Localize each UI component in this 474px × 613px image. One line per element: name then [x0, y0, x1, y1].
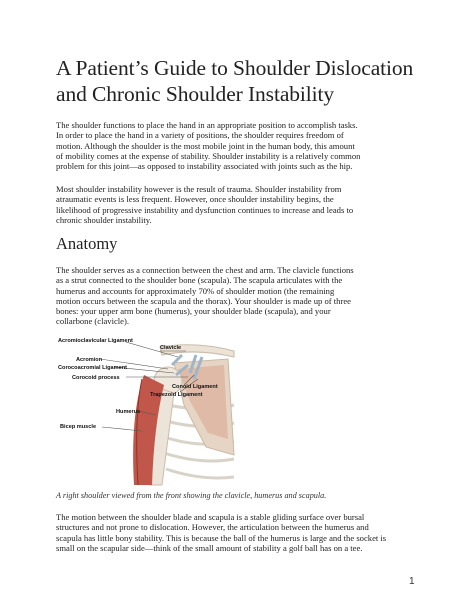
page-number: 1: [409, 576, 415, 587]
motion-paragraph: [56, 512, 428, 553]
label-bicep: Bicep muscle: [60, 424, 97, 430]
text-line: chronic shoulder instability.: [56, 214, 152, 225]
anatomy-heading: Anatomy: [56, 234, 118, 253]
text-line: motion occurs between the scapula and the thorax). Your shoulder is made up of three: [56, 295, 351, 306]
label-coracoid: Corocoid process: [72, 375, 120, 381]
text-line: scapula has little bony stability. This is because the ball of the humerus is large and the socket is: [56, 532, 387, 543]
label-humerus: Humerus: [116, 409, 141, 415]
text-line: problem for this joint—as opposed to instability associated with joints such as the hip.: [56, 161, 353, 172]
label-trapezoid: Trapezoid Ligament: [150, 392, 203, 398]
anatomy-paragraph: [56, 265, 428, 327]
label-acromioclavicular: Acromioclavicular Ligament: [58, 338, 133, 344]
shoulder-anatomy-figure: [56, 335, 236, 487]
figure-caption: A right shoulder viewed from the front showing the clavicle, humerus and scapula.: [56, 491, 327, 500]
text-line: The motion between the shoulder blade and scapula is a stable gliding surface over bursal: [56, 512, 365, 522]
label-clavicle: Clavicle: [160, 345, 182, 351]
text-line: collarbone (clavicle).: [56, 316, 130, 327]
text-line: as a strut connected to the shoulder bone (scapula). The scapula articulates with the: [56, 275, 343, 286]
title-line-1: A Patient’s Guide to Shoulder Dislocation: [56, 56, 414, 80]
text-line: motion. Although the shoulder is the most mobile joint in the human body, this amount: [56, 140, 355, 151]
text-line: In order to place the hand in a variety of positions, the shoulder requires freedom of: [56, 130, 344, 141]
text-line: bones: your upper arm bone (humerus), your shoulder blade (scapula), and your: [56, 306, 331, 317]
document-title: [56, 55, 436, 107]
text-line: The shoulder functions to place the hand in an appropriate position to accomplish tasks.: [56, 120, 358, 130]
label-acromion: Acromion: [76, 357, 103, 363]
text-line: The shoulder serves as a connection between the chest and arm. The clavicle functions: [56, 265, 354, 275]
title-line-2: and Chronic Shoulder Instability: [56, 82, 335, 106]
text-line: atraumatic events is less frequent. However, once shoulder instability begins, the: [56, 194, 334, 205]
label-conoid: Conoid Ligament: [172, 384, 218, 390]
shoulder-illustration: [56, 335, 236, 487]
text-line: of mobility comes at the expense of stability. Shoulder instability is a relatively common: [56, 150, 361, 161]
intro-paragraph: [56, 120, 428, 171]
text-line: small on the scapular side—think of the small amount of stability a golf ball has on a tee.: [56, 542, 363, 553]
text-line: likelihood of progressive instability and dysfunction continues to increase and leads to: [56, 204, 354, 215]
text-line: humerus and accounts for approximately 70% of shoulder motion (the remaining: [56, 285, 335, 296]
trauma-paragraph: [56, 184, 428, 225]
text-line: structures and not prone to dislocation. However, the articulation between the humerus and: [56, 522, 369, 533]
label-coracoacromial: Corocoacromial Ligament: [58, 365, 128, 371]
text-line: Most shoulder instability however is the result of trauma. Shoulder instability from: [56, 184, 342, 194]
